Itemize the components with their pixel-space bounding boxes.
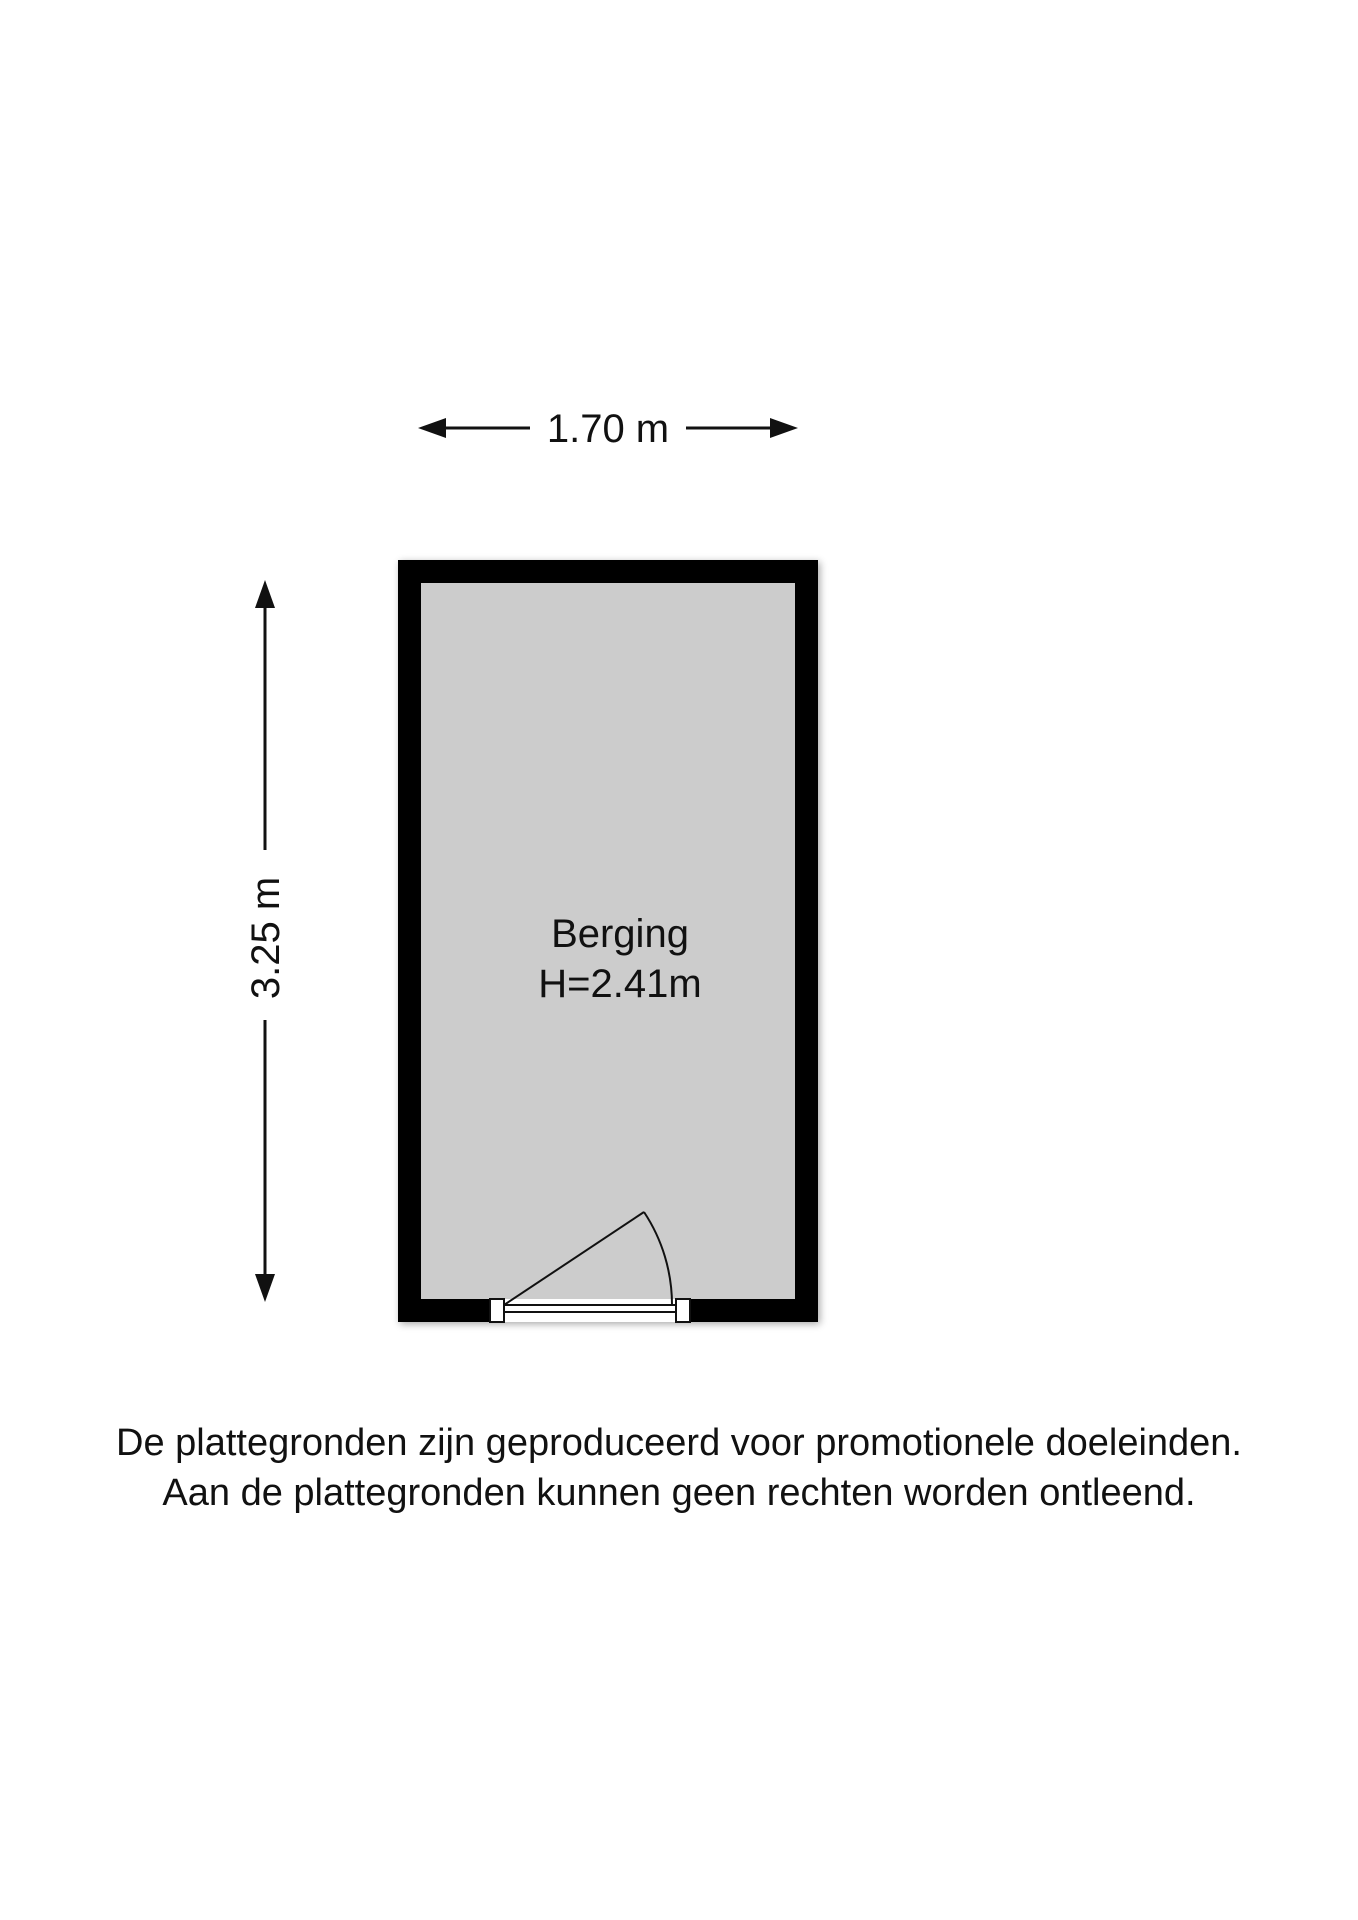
height-dimension: [244, 580, 288, 1302]
disclaimer-line-1: De plattegronden zijn geproduceerd voor promotionele doeleinden.: [116, 1422, 1242, 1464]
width-dimension-label: 1.70 m: [546, 407, 670, 451]
room-height: H=2.41m: [538, 962, 702, 1006]
height-arrow-up-icon: [255, 580, 275, 608]
door-jamb-right: [676, 1299, 690, 1322]
width-dimension: [418, 407, 798, 451]
room-name: Berging: [551, 912, 689, 956]
door-jamb-left: [490, 1299, 504, 1322]
height-arrow-down-icon: [255, 1274, 275, 1302]
door-opening: [490, 1299, 690, 1322]
disclaimer-line-2: Aan de plattegronden kunnen geen rechten worden ontleend.: [162, 1472, 1196, 1514]
height-dimension-label: 3.25 m: [244, 876, 288, 1000]
width-arrow-right-icon: [770, 418, 798, 438]
width-arrow-left-icon: [418, 418, 446, 438]
